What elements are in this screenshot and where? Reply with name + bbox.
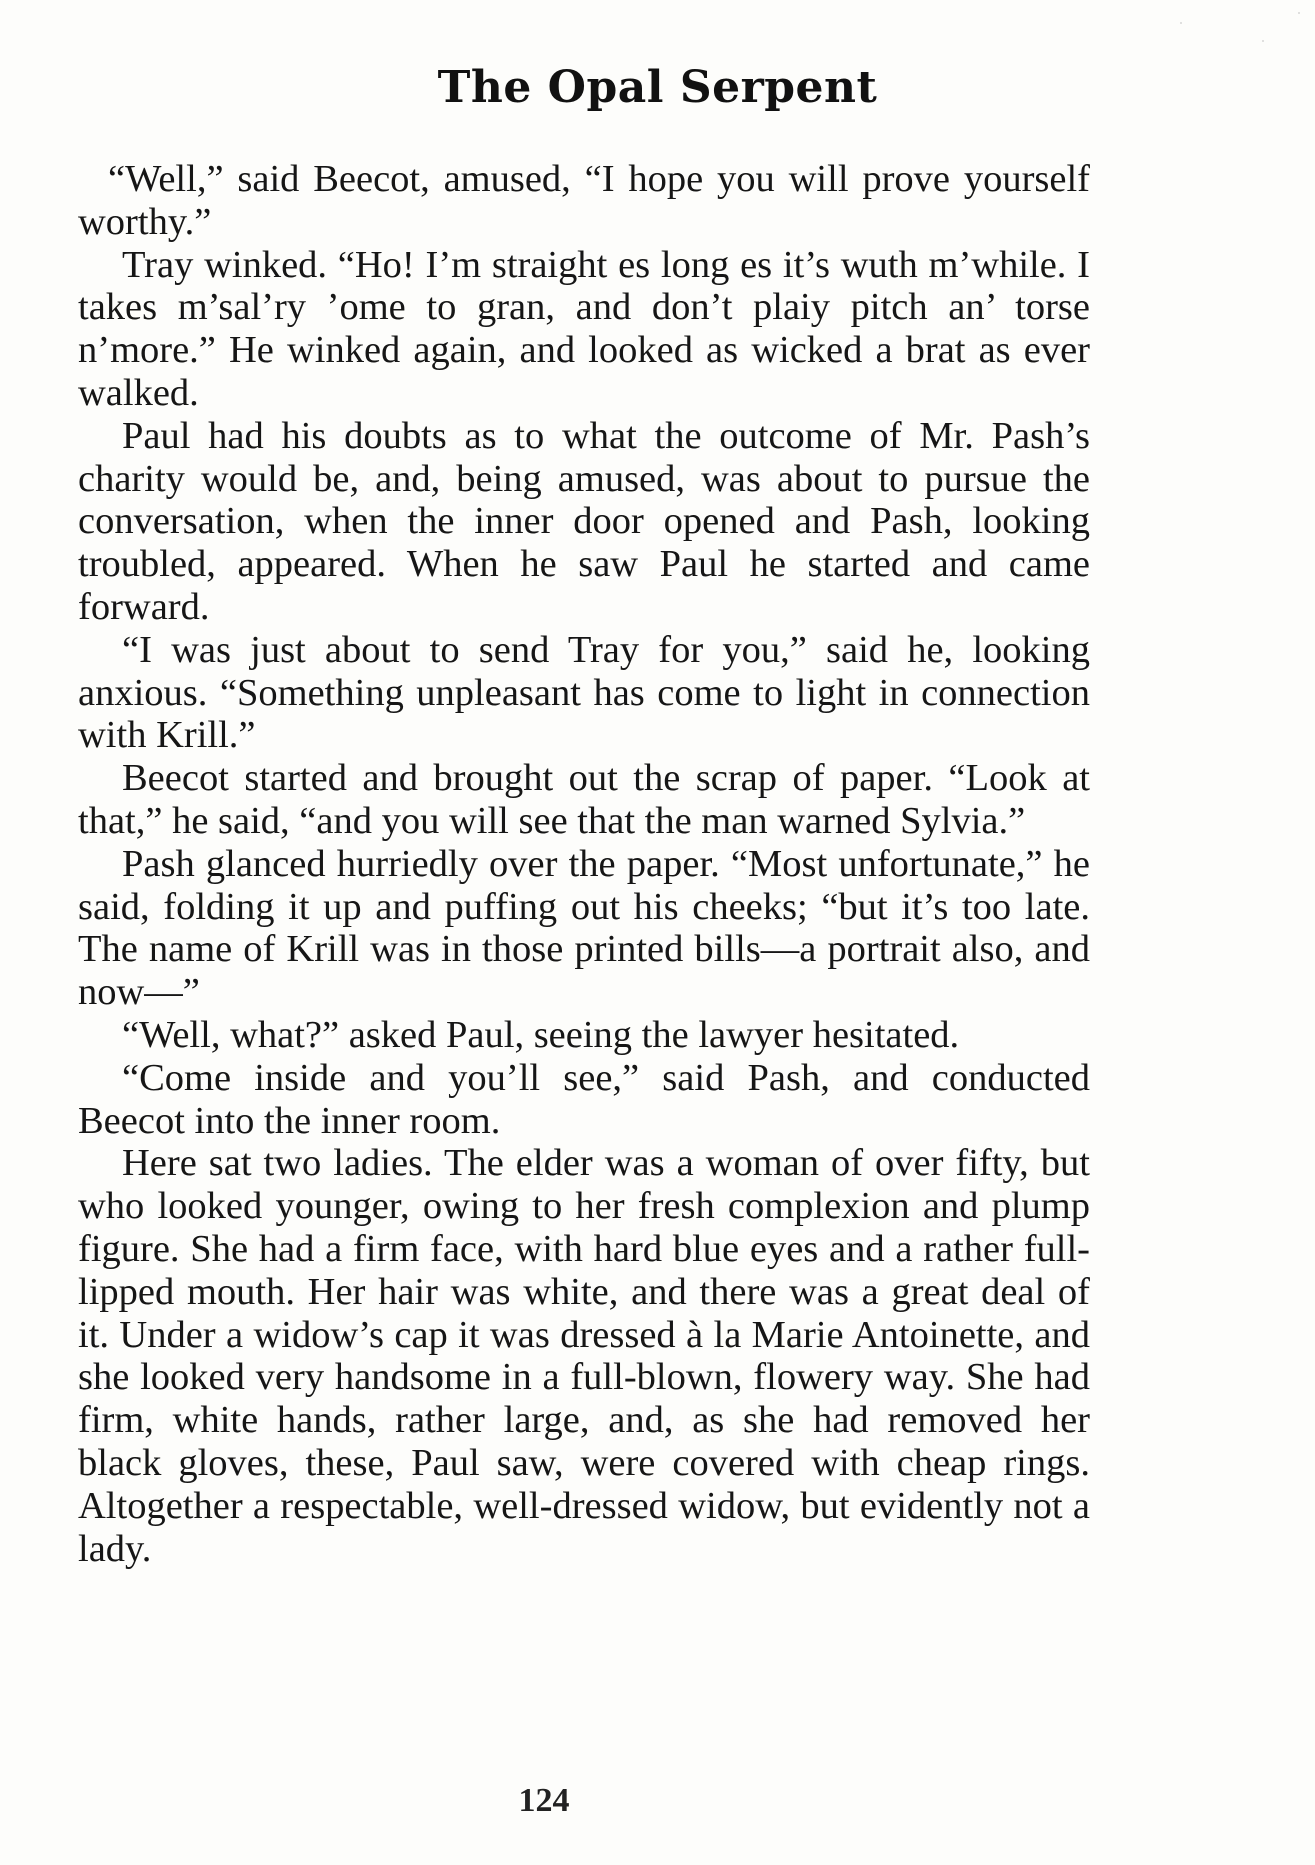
paper-speck	[1180, 22, 1182, 24]
running-head: The Opal Serpent	[437, 62, 878, 113]
paragraph: “Well, what?” asked Paul, seeing the lawyer hesitated.	[122, 1013, 960, 1056]
paragraph: Tray winked. “Ho! I’m straight es long es it’s wuth m’while. I takes m’sal’ry ’ome to gran, and don’t plaiy pitch an’ torse n’more.” He winked again, and looked as wicked a brat as ever walked.	[78, 243, 1090, 414]
paragraph: “I was just about to send Tray for you,” said he, looking anxious. “Something unpleasant has come to light in connection with Krill.”	[78, 628, 1090, 757]
paragraph: Here sat two ladies. The elder was a woman of over fifty, but who looked younger, owing to her fresh complexion and plump figure. She had a firm face, with hard blue eyes and a rather full-lipped mouth. Her hair was white, and there was a great deal of it. Under a widow’s cap it was dressed à la Marie Antoinette, and she looked very handsome in a full-blown, flowery way. She had firm, white hands, rather large, and, as she had removed her black gloves, these, Paul saw, were covered with cheap rings. Altogether a respectable, well-dressed widow, but evidently not a lady.	[78, 1142, 1090, 1570]
paragraph: Pash glanced hurriedly over the paper. “Most unfortunate,” he said, folding it up and puffing out his cheeks; “but it’s too late. The name of Krill was in those printed bills—a portrait also, and now—”	[78, 842, 1090, 1014]
paragraph: “Well,” said Beecot, amused, “I hope you will prove yourself worthy.”	[78, 158, 1090, 243]
body-text	[78, 158, 1090, 1570]
paragraph: “Come inside and you’ll see,” said Pash, and conducted Beecot into the inner room.	[78, 1056, 1090, 1142]
paragraph: Beecot started and brought out the scrap of paper. “Look at that,” he said, “and you will see that the man warned Sylvia.”	[78, 757, 1090, 842]
page-number: 124	[518, 1782, 570, 1819]
paper-speck	[1298, 12, 1300, 14]
paragraph: Paul had his doubts as to what the outcome of Mr. Pash’s charity would be, and, being amused, was about to pursue the conversation, when the inner door opened and Pash, looking troubled, appeared. When he saw Paul he started and came forward.	[78, 414, 1090, 628]
paper-speck	[1262, 40, 1264, 42]
